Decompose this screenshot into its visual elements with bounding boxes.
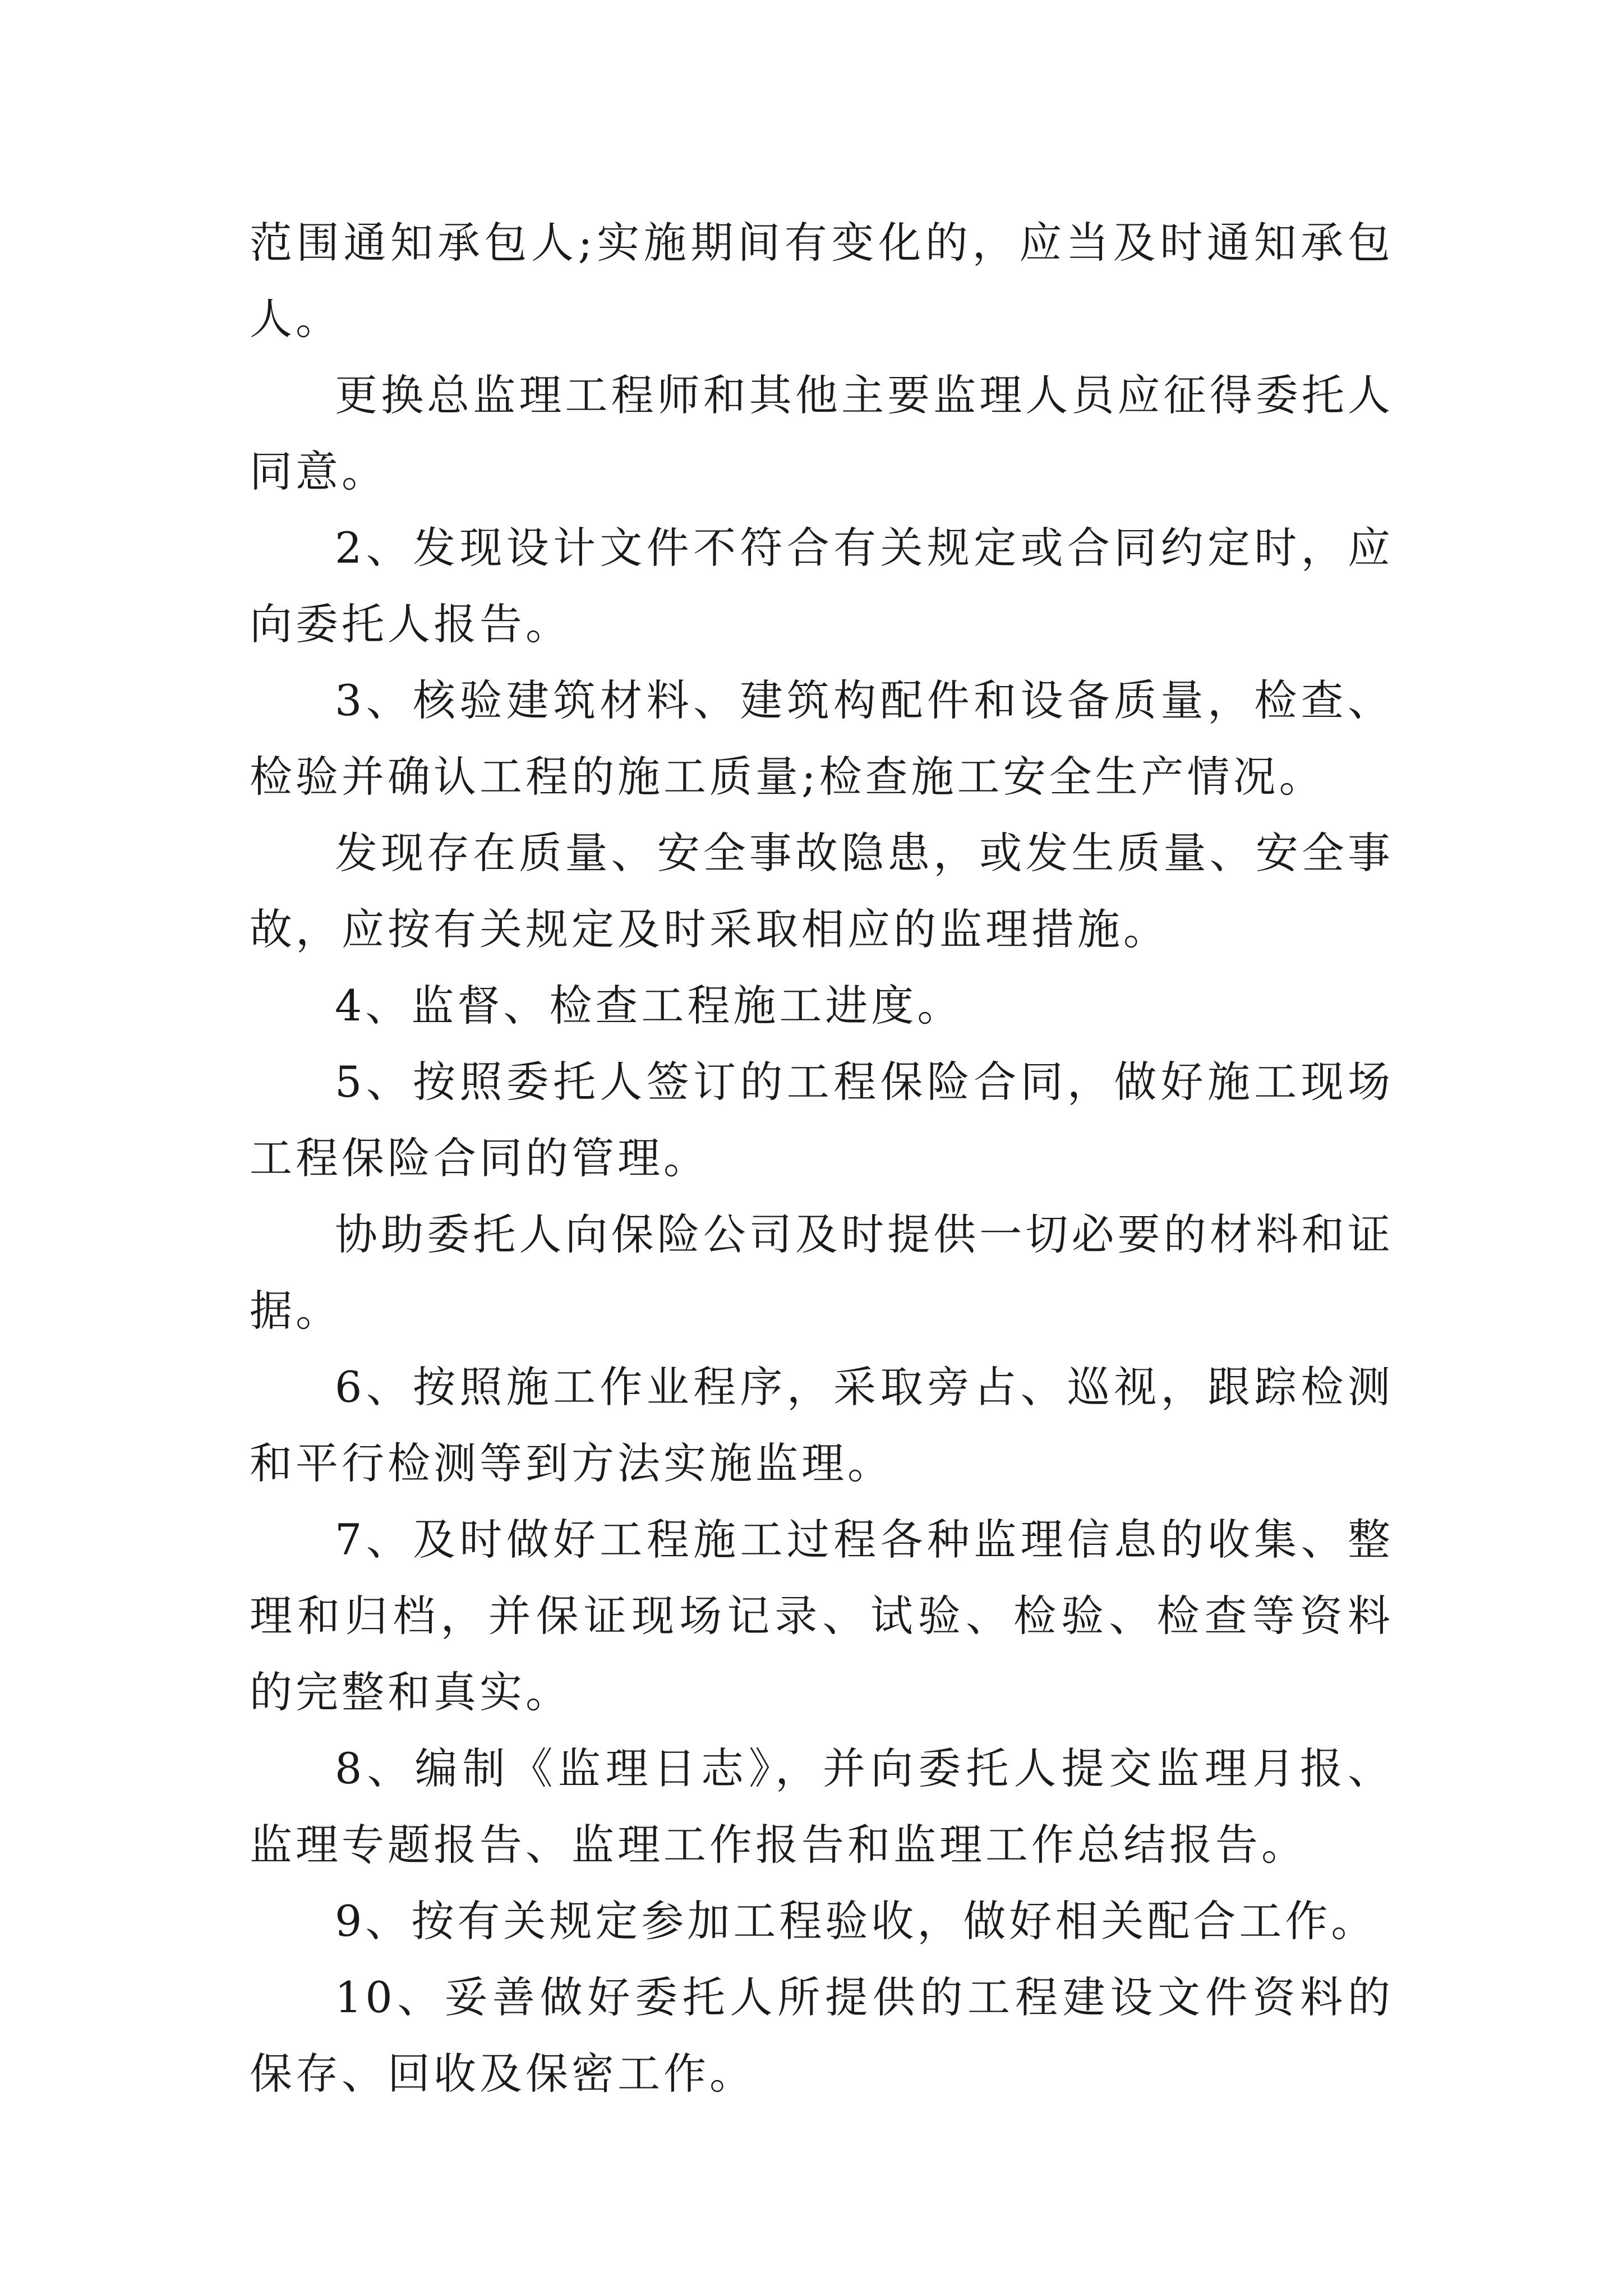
paragraph: 7、及时做好工程施工过程各种监理信息的收集、整理和归档，并保证现场记录、试验、检验、检查等资料的完整和真实。 (250, 1515, 1394, 1717)
paragraph: 2、发现设计文件不符合有关规定或合同约定时，应向委托人报告。 (250, 523, 1394, 649)
paragraph: 协助委托人向保险公司及时提供一切必要的材料和证据。 (250, 1209, 1394, 1336)
paragraph: 更换总监理工程师和其他主要监理人员应征得委托人同意。 (250, 370, 1394, 496)
paragraph: 8、编制《监理日志》，并向委托人提交监理月报、监理专题报告、监理工作报告和监理工作总结报告。 (250, 1743, 1394, 1870)
paragraph: 5、按照委托人签订的工程保险合同，做好施工现场工程保险合同的管理。 (250, 1057, 1394, 1183)
paragraph: 9、按有关规定参加工程验收，做好相关配合工作。 (335, 1896, 1377, 1946)
paragraph: 3、核验建筑材料、建筑构配件和设备质量，检查、检验并确认工程的施工质量;检查施工安全生产情况。 (250, 675, 1394, 802)
paragraph: 范围通知承包人;实施期间有变化的，应当及时通知承包人。 (250, 218, 1394, 344)
paragraph: 4、监督、检查工程施工进度。 (335, 981, 963, 1030)
paragraph: 发现存在质量、安全事故隐患，或发生质量、安全事故，应按有关规定及时采取相应的监理措施。 (250, 828, 1394, 954)
document-body (250, 205, 1394, 2112)
paragraph: 10、妥善做好委托人所提供的工程建设文件资料的保存、回收及保密工作。 (250, 1972, 1394, 2099)
paragraph: 6、按照施工作业程序，采取旁占、巡视，跟踪检测和平行检测等到方法实施监理。 (250, 1362, 1394, 1488)
